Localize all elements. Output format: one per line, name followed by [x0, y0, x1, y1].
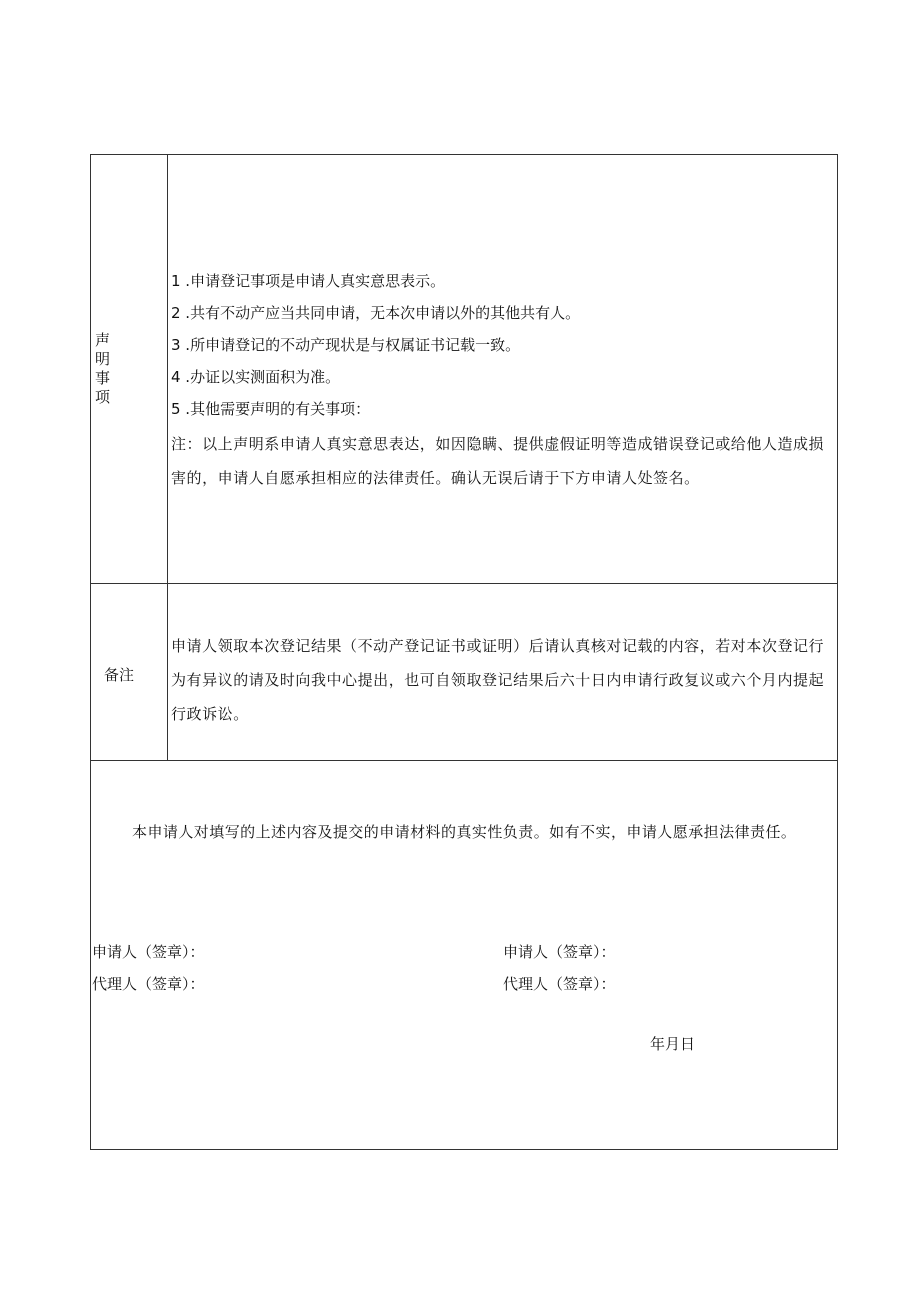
commitment-row — [91, 761, 837, 1149]
remarks-label-cell — [91, 584, 168, 760]
declaration-row — [91, 155, 837, 584]
remarks-row — [91, 584, 837, 761]
signature-date[interactable]: 年月日 — [650, 1035, 696, 1053]
declaration-content-cell — [169, 155, 837, 583]
commitment-text: 本申请人对填写的上述内容及提交的申请材料的真实性负责。如有不实，申请人愿承担法律责任。 — [132, 823, 797, 841]
declaration-label: 声明事项 — [95, 331, 111, 406]
remarks-content-cell — [169, 584, 837, 760]
declaration-note: 注：以上声明系申请人真实意思表达，如因隐瞒、提供虚假证明等造成错误登记或给他人造成损害的，申请人自愿承担相应的法律责任。确认无误后请于下方申请人处签名。 — [171, 435, 825, 487]
declaration-label-cell — [91, 155, 168, 583]
declaration-item: 4 .办证以实测面积为准。 — [171, 368, 341, 386]
declaration-item: 3 .所申请登记的不动产现状是与权属证书记载一致。 — [171, 336, 521, 354]
declaration-form — [90, 154, 838, 1150]
right-agent-signature[interactable]: 代理人（签章）： — [503, 975, 616, 993]
left-applicant-signature[interactable]: 申请人（签章）： — [92, 943, 205, 961]
declaration-item: 2 .共有不动产应当共同申请，无本次申请以外的其他共有人。 — [171, 304, 581, 322]
remarks-text: 申请人领取本次登记结果（不动产登记证书或证明）后请认真核对记载的内容，若对本次登记行为有异议的请及时向我中心提出，也可自领取登记结果后六十日内申请行政复议或六个月内提起行政诉讼。 — [171, 637, 825, 723]
right-applicant-signature[interactable]: 申请人（签章）： — [503, 943, 616, 961]
declaration-items — [171, 265, 837, 495]
left-agent-signature[interactable]: 代理人（签章）： — [92, 975, 205, 993]
declaration-item: 5 .其他需要声明的有关事项： — [171, 400, 371, 418]
declaration-item: 1 .申请登记事项是申请人真实意思表示。 — [171, 272, 446, 290]
remarks-label: 备注 — [104, 666, 135, 684]
